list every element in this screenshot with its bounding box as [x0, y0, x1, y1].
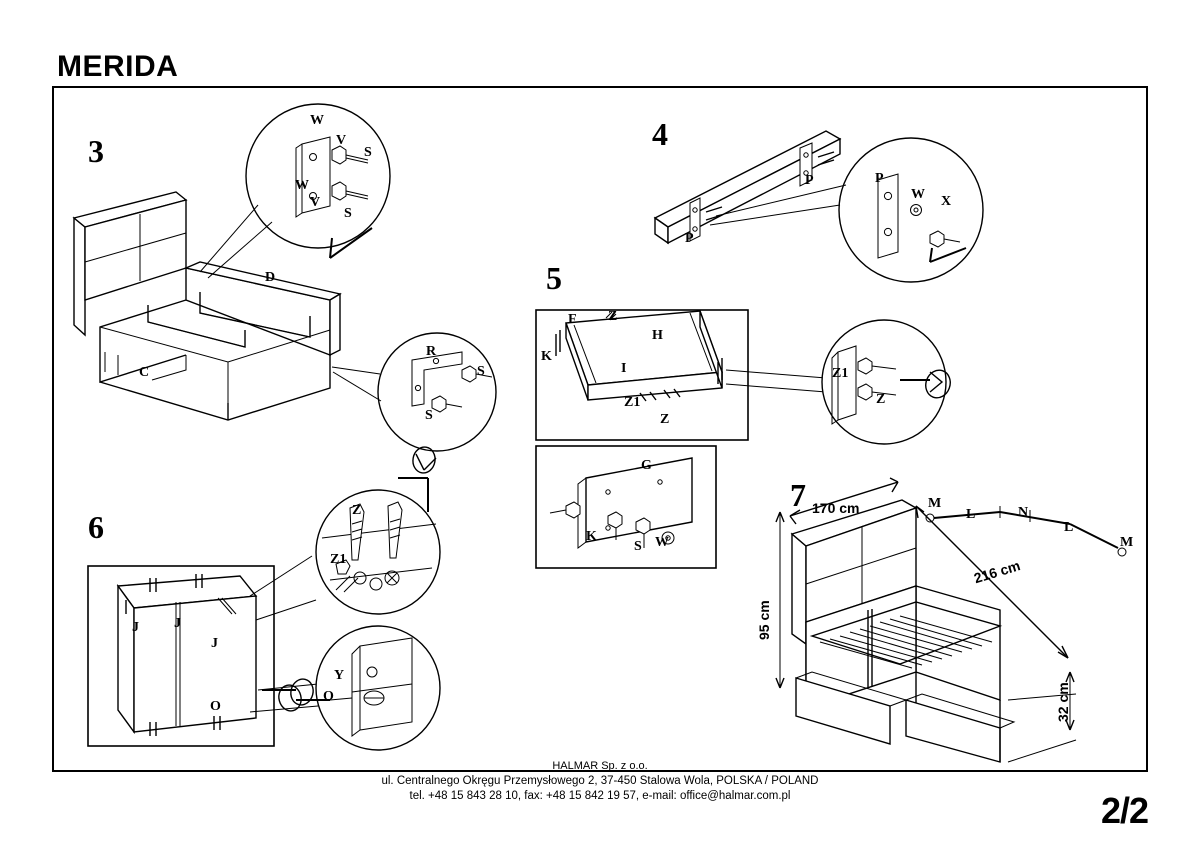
label-step5-K2: K: [586, 529, 597, 544]
step-number-4: 4: [652, 116, 668, 152]
step-number-7: 7: [790, 477, 806, 513]
label-step4-detail-W: W: [911, 187, 925, 202]
label-step6-J2: J: [174, 616, 181, 631]
footer: [0, 759, 1200, 804]
label-step7-M2: M: [1120, 535, 1134, 550]
label-step5-W: W: [655, 535, 669, 550]
label-step4-P2: P: [685, 231, 694, 246]
label-step5-Z1: Z1: [624, 395, 641, 410]
label-step3-detail-V1: V: [336, 133, 347, 148]
brand-title: MERIDA: [57, 50, 179, 83]
label-step3-detail-R: R: [426, 344, 437, 359]
label-step5-H: H: [652, 328, 663, 343]
label-step7-L1: L: [966, 507, 976, 522]
label-step5-G: G: [641, 458, 652, 473]
label-step6-detail-Z: Z: [352, 503, 362, 518]
label-step6-detail-Y: Y: [334, 668, 345, 683]
footer-contact: tel. +48 15 843 28 10, fax: +48 15 842 19 57, e-mail: office@halmar.com.pl: [409, 790, 791, 802]
label-step3-detail-S1: S: [364, 145, 372, 160]
dimension-clearance: 32 cm: [1055, 682, 1071, 722]
label-step5-F: F: [568, 312, 577, 327]
page-number: 2/2: [1100, 790, 1148, 831]
label-step3-C: C: [139, 365, 150, 380]
label-step3-D: D: [265, 270, 276, 285]
label-step5-I: I: [621, 361, 627, 376]
label-step7-L2: L: [1064, 520, 1074, 535]
label-step3-detail-S4: S: [425, 408, 433, 423]
label-step6-J3: J: [211, 636, 218, 651]
label-step6-O: O: [210, 699, 221, 714]
dimension-length: 216 cm: [972, 557, 1023, 587]
label-step5-detail-Z1: Z1: [832, 366, 849, 381]
step-number-3: 3: [88, 133, 104, 169]
footer-address: ul. Centralnego Okręgu Przemysłowego 2, 37-450 Stalowa Wola, POLSKA / POLAND: [381, 775, 819, 787]
label-step6-detail-Z1: Z1: [330, 552, 347, 567]
label-step7-N: N: [1018, 505, 1029, 520]
label-step4-P1: P: [805, 173, 814, 188]
label-step3-detail-W2: W: [295, 178, 309, 193]
label-step4-detail-X: X: [941, 194, 952, 209]
label-step5-S: S: [634, 539, 642, 554]
label-step5-detail-Z: Z: [876, 392, 886, 407]
label-step6-J1: J: [132, 620, 139, 635]
label-step5-Z-top: Z: [608, 309, 618, 324]
label-step3-detail-S2: S: [344, 206, 352, 221]
label-step3-detail-W1: W: [310, 113, 324, 128]
footer-company: HALMAR Sp. z o.o.: [552, 760, 648, 772]
step-number-5: 5: [546, 260, 562, 296]
dimension-width: 170 cm: [812, 500, 860, 516]
label-step7-M1: M: [928, 496, 942, 511]
step-number-6: 6: [88, 509, 104, 545]
label-step3-detail-S3: S: [477, 364, 485, 379]
label-step3-detail-V2: V: [310, 195, 321, 210]
label-step4-detail-P: P: [875, 171, 884, 186]
dimension-height: 95 cm: [756, 600, 772, 640]
label-step6-detail-O: O: [323, 689, 334, 704]
label-step5-Z-bottom: Z: [660, 412, 670, 427]
label-step5-K: K: [541, 349, 552, 364]
